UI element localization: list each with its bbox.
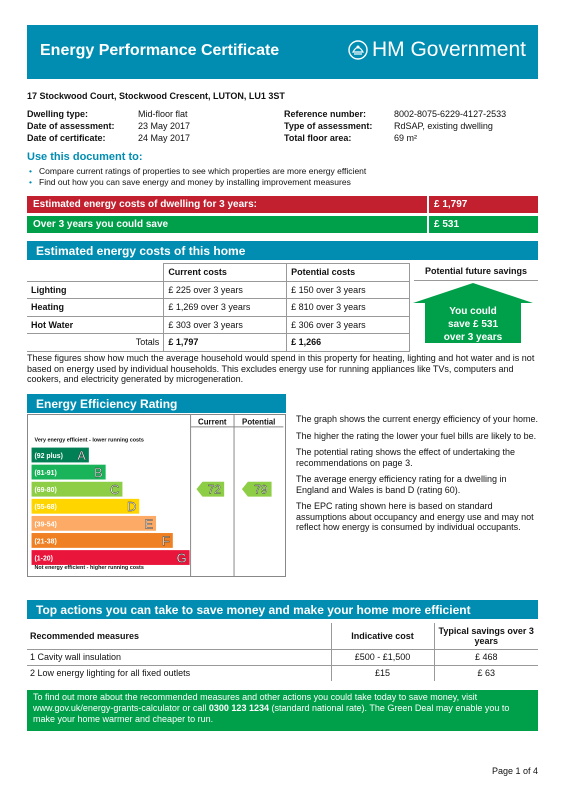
current-cost: £ 303 over 3 years — [164, 316, 287, 334]
detail-value: 8002-8075-6229-4127-2533 — [394, 109, 507, 119]
table-header-row — [27, 264, 410, 282]
band-letter: C — [110, 482, 120, 498]
potential-rating-value: 79 — [254, 482, 268, 497]
band-range: (81-91) — [34, 470, 57, 478]
cost-header: Indicative cost — [331, 623, 434, 649]
potential-savings-bar — [27, 216, 538, 233]
row-label: Hot Water — [27, 316, 164, 334]
table-row — [27, 299, 410, 317]
future-savings-header: Potential future savings — [414, 263, 538, 281]
band-range: (21-38) — [34, 538, 57, 546]
savings-header: Typical savings over 3 years — [434, 623, 538, 649]
costs-section-title: Estimated energy costs of this home — [27, 241, 538, 260]
band-letter: E — [144, 516, 154, 532]
detail-value: 24 May 2017 — [138, 133, 191, 143]
current-cost: £ 1,269 over 3 years — [164, 299, 287, 317]
inefficient-label: Not energy efficient - higher running costs — [34, 565, 144, 572]
measure-name: 2 Low energy lighting for all fixed outlets — [30, 668, 191, 679]
detail-value: 69 m² — [394, 133, 418, 143]
detail-row — [27, 132, 190, 144]
logo-text: HM Government — [371, 38, 526, 61]
detail-value: 23 May 2017 — [138, 121, 191, 131]
totals-potential: £ 1,266 — [287, 334, 410, 352]
band-letter: A — [77, 447, 86, 463]
current-costs-header: Current costs — [164, 264, 287, 282]
detail-label: Total floor area: — [284, 133, 352, 143]
totals-current: £ 1,797 — [164, 334, 287, 352]
table-row — [27, 281, 410, 299]
band-range: (55-68) — [34, 504, 57, 512]
table-row — [27, 665, 538, 681]
potential-costs-header: Potential costs — [287, 264, 410, 282]
measures-header: Recommended measures — [27, 623, 331, 649]
band-letter: B — [94, 465, 103, 481]
list-item: • Compare current ratings of properties to see which properties are more energy efficient — [27, 166, 366, 177]
potential-cost: £ 306 over 3 years — [287, 316, 410, 334]
use-document-list — [27, 166, 366, 188]
detail-row — [284, 132, 506, 144]
detail-label: Dwelling type: — [27, 109, 89, 119]
table-row — [27, 316, 410, 334]
measure-cost: £15 — [331, 665, 434, 681]
rating-paragraph: The graph shows the current energy efficiency of your home. — [296, 414, 538, 424]
measure-savings: £ 63 — [434, 665, 538, 681]
detail-label: Date of certificate: — [27, 133, 106, 143]
energy-rating-chart — [27, 414, 286, 577]
measure-cost: £500 - £1,500 — [331, 649, 434, 665]
band-range: (69-80) — [34, 487, 57, 495]
costs-table — [27, 263, 410, 352]
savings-line-3: over 3 years — [443, 332, 503, 343]
rating-band-g — [32, 550, 190, 565]
estimated-costs-bar — [27, 196, 538, 213]
band-letter: F — [161, 533, 170, 549]
band-range: (39-54) — [34, 521, 57, 529]
table-header-row — [27, 623, 538, 649]
estimated-costs-value: £ 1,797 — [427, 196, 538, 213]
detail-row — [27, 108, 190, 120]
detail-value: Mid-floor flat — [138, 109, 188, 119]
current-column-label: Current — [198, 417, 227, 427]
detail-label: Reference number: — [284, 109, 367, 119]
estimated-costs-label: Estimated energy costs of dwelling for 3 years: — [33, 199, 257, 210]
rating-section-title: Energy Efficiency Rating — [27, 394, 286, 413]
details-left — [27, 108, 190, 144]
band-letter: G — [176, 550, 187, 566]
potential-savings-value: £ 531 — [427, 216, 538, 233]
savings-arrow — [412, 282, 534, 344]
measure-savings: £ 468 — [434, 649, 538, 665]
page-title: Energy Performance Certificate — [40, 42, 280, 59]
band-letter: D — [126, 499, 137, 515]
more-info-text-2: (standard national rate). The Green Deal may enable you to make your home warmer and cheaper to run. — [33, 703, 510, 724]
more-info-text: To find out more about the recommended measures and other actions you could take today to save money, visit www.gov.uk/energy-grants-calculator or call — [33, 692, 478, 713]
rating-paragraph: The higher the rating the lower your fuel bills are likely to be. — [296, 430, 537, 441]
actions-section-title: Top actions you can take to save money and make your home more efficient — [27, 600, 538, 619]
detail-label: Type of assessment: — [284, 121, 373, 131]
rating-explanation — [296, 414, 540, 539]
band-range: (1-20) — [34, 555, 53, 563]
measure-name: 1 Cavity wall insulation — [27, 649, 331, 665]
totals-row — [27, 334, 410, 352]
potential-cost: £ 810 over 3 years — [287, 299, 410, 317]
detail-row — [284, 120, 506, 132]
measures-table — [27, 623, 538, 681]
rating-paragraph: The potential rating shows the effect of undertaking the recommendations on page 3. — [296, 447, 515, 468]
phone-number: 0300 123 1234 — [208, 703, 269, 713]
list-item: • Find out how you can save energy and money by installing improvement measures — [27, 177, 366, 188]
savings-line-2: save £ 531 — [447, 319, 499, 330]
potential-savings-label: Over 3 years you could save — [33, 219, 169, 230]
totals-label: Totals — [27, 334, 164, 352]
current-rating-value: 72 — [207, 482, 221, 497]
detail-row — [27, 120, 190, 132]
detail-value: RdSAP, existing dwelling — [394, 121, 493, 131]
hm-government-logo — [347, 38, 526, 62]
detail-label: Date of assessment: — [27, 121, 115, 131]
rating-paragraph: The EPC rating shown here is based on standard assumptions about occupancy and energy use and may not reflect how energy is consumed by individual occupants. — [296, 501, 534, 532]
royal-crest-icon — [347, 39, 369, 61]
costs-note: These figures show how much the average household would spend in this property for heating, lighting and hot water and is not based on energy used by individual households. This excludes energy use for running appliances like TVs, computers and cookers, and electricity generated by microgeneration. — [27, 353, 535, 384]
page-number: Page 1 of 4 — [491, 766, 538, 776]
use-document-title: Use this document to: — [27, 151, 143, 163]
detail-row — [284, 108, 506, 120]
table-row — [27, 649, 538, 665]
rating-chart-content — [32, 415, 284, 576]
details-right — [284, 108, 506, 144]
band-range: (92 plus) — [34, 452, 63, 460]
more-info-box — [27, 690, 538, 731]
efficient-label: Very energy efficient - lower running costs — [34, 437, 144, 444]
row-label: Lighting — [27, 281, 164, 299]
blank-header — [27, 264, 164, 282]
rating-paragraph: The average energy efficiency rating for a dwelling in England and Wales is band D (rating 60). — [296, 474, 507, 495]
epc-header — [27, 25, 538, 79]
property-address: 17 Stockwood Court, Stockwood Crescent, LUTON, LU1 3ST — [27, 91, 285, 101]
potential-column-label: Potential — [242, 417, 276, 427]
row-label: Heating — [27, 299, 164, 317]
current-cost: £ 225 over 3 years — [164, 281, 287, 299]
potential-cost: £ 150 over 3 years — [287, 281, 410, 299]
savings-line-1: You could — [449, 306, 497, 317]
